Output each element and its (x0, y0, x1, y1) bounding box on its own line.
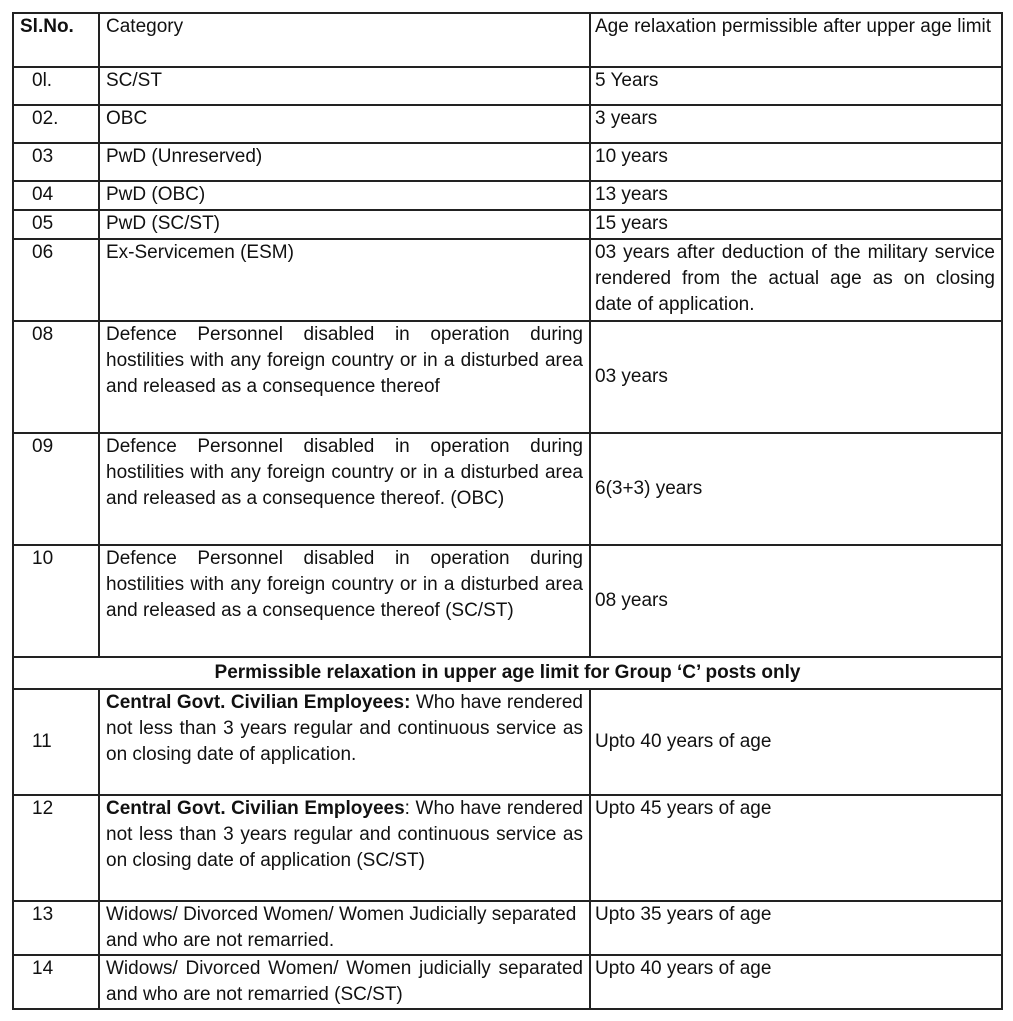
table-row (13, 143, 1002, 181)
row-sl-no: 06 (13, 239, 99, 321)
category-text: : Who have rendered not less than 3 years regular and continuous service as on closing date of application (SC/ST) (106, 798, 583, 871)
row-sl-no: 05 (13, 210, 99, 239)
row-category: Widows/ Divorced Women/ Women judicially separated and who are not remarried (SC/ST) (99, 955, 590, 1009)
table-row (13, 105, 1002, 143)
row-relaxation: Upto 40 years of age (590, 689, 1002, 795)
table-row (13, 181, 1002, 210)
age-relaxation-table (12, 12, 1003, 1010)
row-category: Widows/ Divorced Women/ Women Judicially separated and who are not remarried. (99, 901, 590, 955)
header-relaxation: Age relaxation permissible after upper age limit (590, 13, 1002, 67)
row-sl-no: 02. (13, 105, 99, 143)
row-category: SC/ST (99, 67, 590, 105)
row-relaxation: Upto 45 years of age (590, 795, 1002, 901)
table-row (13, 545, 1002, 657)
row-category (99, 689, 590, 795)
row-sl-no: 09 (13, 433, 99, 545)
header-sl-no: Sl.No. (13, 13, 99, 67)
row-sl-no: 08 (13, 321, 99, 433)
table-row (13, 239, 1002, 321)
row-category: Defence Personnel disabled in operation during hostilities with any foreign country or in a disturbed area and released as a consequence thereof. (OBC) (99, 433, 590, 545)
table-row (13, 210, 1002, 239)
section-title: Permissible relaxation in upper age limit for Group ‘C’ posts only (13, 657, 1002, 689)
table-row (13, 67, 1002, 105)
row-sl-no: 11 (13, 689, 99, 795)
table-row (13, 901, 1002, 955)
category-text: Who have rendered not less than 3 years regular and continuous service as on closing date of application. (106, 692, 583, 765)
table-row (13, 795, 1002, 901)
row-relaxation: 13 years (590, 181, 1002, 210)
document-page (12, 12, 1001, 1010)
row-relaxation: Upto 40 years of age (590, 955, 1002, 1009)
row-relaxation: 6(3+3) years (590, 433, 1002, 545)
row-sl-no: 12 (13, 795, 99, 901)
category-bold-prefix: Central Govt. Civilian Employees (106, 798, 405, 819)
row-sl-no: 04 (13, 181, 99, 210)
row-sl-no: 13 (13, 901, 99, 955)
row-relaxation: 03 years after deduction of the military service rendered from the actual age as on closing date of application. (590, 239, 1002, 321)
row-relaxation: 03 years (590, 321, 1002, 433)
table-row (13, 955, 1002, 1009)
row-relaxation: 10 years (590, 143, 1002, 181)
row-relaxation: 3 years (590, 105, 1002, 143)
row-sl-no: 14 (13, 955, 99, 1009)
row-relaxation: 15 years (590, 210, 1002, 239)
row-category: Ex-Servicemen (ESM) (99, 239, 590, 321)
header-category: Category (99, 13, 590, 67)
row-sl-no: 10 (13, 545, 99, 657)
table-row (13, 689, 1002, 795)
row-category: PwD (OBC) (99, 181, 590, 210)
row-category: OBC (99, 105, 590, 143)
row-category: PwD (Unreserved) (99, 143, 590, 181)
row-category (99, 795, 590, 901)
section-row (13, 657, 1002, 689)
row-category: PwD (SC/ST) (99, 210, 590, 239)
row-sl-no: 03 (13, 143, 99, 181)
row-category: Defence Personnel disabled in operation during hostilities with any foreign country or in a disturbed area and released as a consequence thereof (99, 321, 590, 433)
category-bold-prefix: Central Govt. Civilian Employees: (106, 692, 411, 713)
table-row (13, 433, 1002, 545)
row-category: Defence Personnel disabled in operation during hostilities with any foreign country or in a disturbed area and released as a consequence thereof (SC/ST) (99, 545, 590, 657)
row-sl-no: 0l. (13, 67, 99, 105)
table-row (13, 321, 1002, 433)
row-relaxation: Upto 35 years of age (590, 901, 1002, 955)
header-row (13, 13, 1002, 67)
row-relaxation: 5 Years (590, 67, 1002, 105)
row-relaxation: 08 years (590, 545, 1002, 657)
